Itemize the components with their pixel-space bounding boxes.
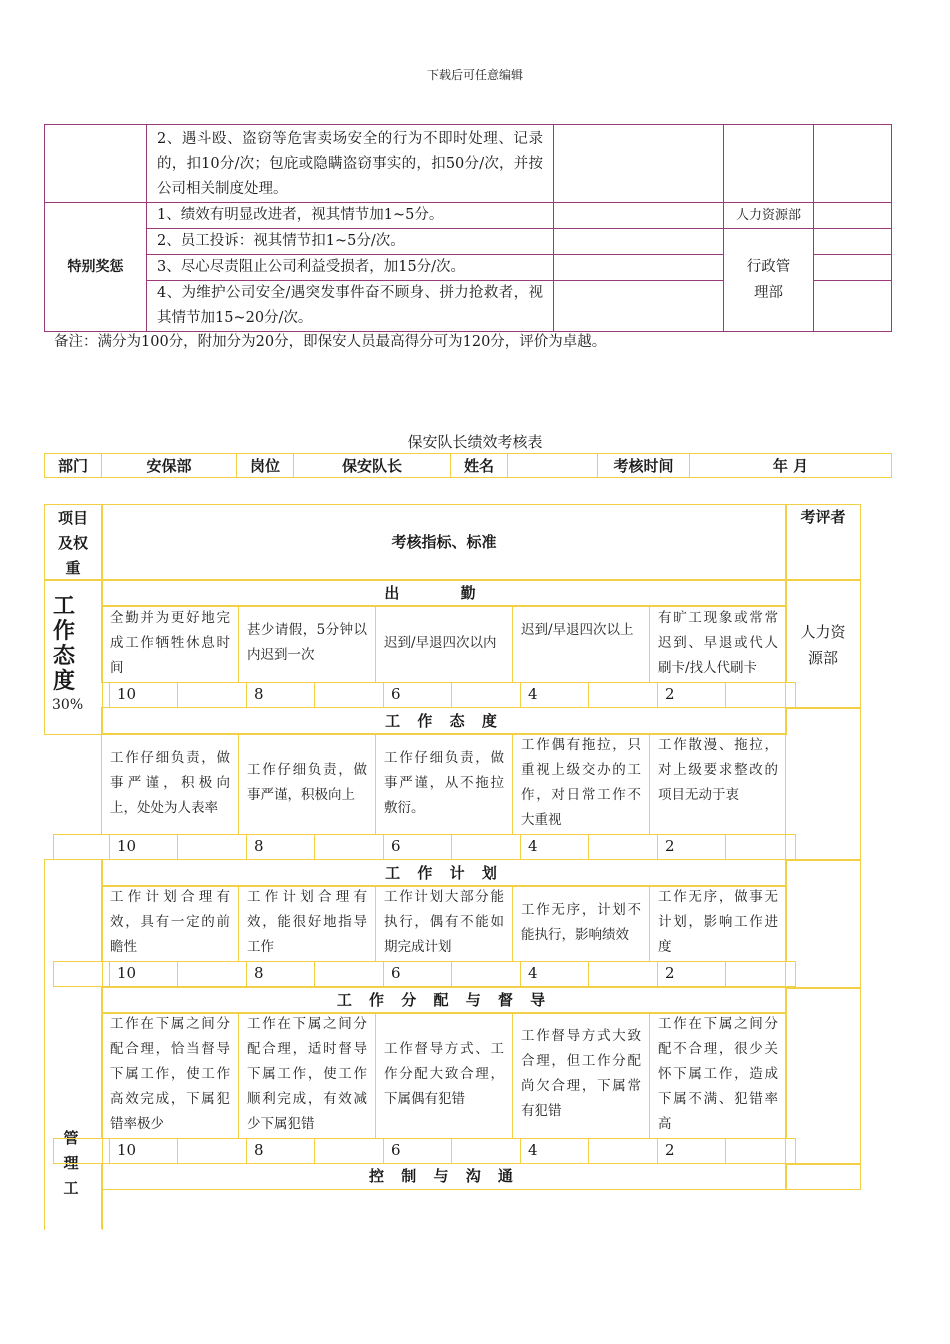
level-desc: 有旷工现象或常常迟到、早退或代人刷卡/找人代刷卡 xyxy=(658,610,778,676)
level-desc: 工作在下属之间分配合理，恰当督导下属工作，使工作高效完成，下属犯错率极少 xyxy=(110,1016,230,1132)
time-value: 年 月 xyxy=(690,454,892,478)
score-value: 10 xyxy=(117,837,137,855)
score-value: 8 xyxy=(254,1141,264,1159)
score-value: 2 xyxy=(665,1141,675,1159)
reward-item: 2、员工投诉：视其情节扣1~5分/次。 xyxy=(147,229,554,255)
level-desc: 工作督导方式、工作分配大致合理，下属偶有犯错 xyxy=(384,1041,504,1107)
download-note: 下载后可任意编辑 xyxy=(426,68,523,82)
time-label: 考核时间 xyxy=(598,454,690,478)
reviewer-hr: 人力资源部 xyxy=(800,623,846,667)
score-value: 4 xyxy=(528,837,538,855)
score-value: 4 xyxy=(528,685,538,703)
form-title: 保安队长绩效考核表 xyxy=(407,433,543,451)
level-desc: 全勤并为更好地完成工作牺牲休息时间 xyxy=(110,610,230,676)
score-value: 6 xyxy=(391,837,401,855)
level-desc: 甚少请假，5分钟以内迟到一次 xyxy=(247,622,367,663)
remark-note: 备注：满分为100分，附加分为20分，即保安人员最高得分可为120分，评价为卓越。 xyxy=(54,334,607,350)
dept-hr: 人力资源部 xyxy=(724,203,814,229)
score-value: 8 xyxy=(254,685,264,703)
item-weight-header: 项目及权重 xyxy=(57,509,88,577)
category-weight: 30% xyxy=(52,697,84,713)
level-desc: 工作无序，做事无计划，影响工作进度 xyxy=(658,889,778,955)
level-desc: 工作在下属之间分配合理，适时督导下属工作，使工作顺利完成，有效减少下属犯错 xyxy=(247,1016,367,1132)
level-desc: 迟到/早退四次以内 xyxy=(384,635,497,651)
level-desc: 工作无序，计划不能执行，影响绩效 xyxy=(521,902,641,943)
dept-label: 部门 xyxy=(45,454,102,478)
score-value: 8 xyxy=(254,964,264,982)
post-label: 岗位 xyxy=(237,454,294,478)
rule-text: 2、遇斗殴、盗窃等危害卖场安全的行为不即时处理、记录的，扣10分/次；包庇或隐瞒盗窃事实的，扣50分/次，并按公司相关制度处理。 xyxy=(147,125,554,203)
score-value: 6 xyxy=(391,1141,401,1159)
reward-item: 3、尽心尽责阻止公司利益受损者，加15分/次。 xyxy=(147,255,554,281)
level-desc: 工作在下属之间分配不合理，很少关怀下属工作，造成下属不满、犯错率高 xyxy=(658,1016,778,1132)
section-title: 工 作 分 配 与 督 导 xyxy=(101,987,787,1014)
category-attitude: 工作态度 xyxy=(52,594,75,694)
level-desc: 工作督导方式大致合理，但工作分配尚欠合理，下属常有犯错 xyxy=(521,1028,641,1119)
level-desc: 迟到/早退四次以上 xyxy=(521,622,634,638)
section-title: 工 作 计 划 xyxy=(101,859,787,887)
reviewer-header: 考评者 xyxy=(800,508,846,526)
score-value: 2 xyxy=(665,685,675,703)
level-desc: 工作计划合理有效，能很好地指导工作 xyxy=(247,889,367,955)
level-desc: 工作仔细负责，做事严谨，积极向上，处处为人表率 xyxy=(110,750,230,816)
category-management: 管理工 xyxy=(63,1129,79,1197)
section-title: 工 作 态 度 xyxy=(101,707,787,735)
score-value: 10 xyxy=(117,685,137,703)
score-value: 10 xyxy=(117,1141,137,1159)
level-desc: 工作偶有拖拉，只重视上级交办的工作，对日常工作不大重视 xyxy=(521,737,641,828)
level-desc: 工作散漫、拖拉，对上级要求整改的项目无动于衷 xyxy=(658,737,778,803)
score-value: 10 xyxy=(117,964,137,982)
level-desc: 工作计划合理有效，具有一定的前瞻性 xyxy=(110,889,230,955)
post-value: 保安队长 xyxy=(294,454,451,478)
reward-item: 4、为维护公司安全/遇突发事件奋不顾身、拼力抢救者，视其情节加15~20分/次。 xyxy=(147,281,554,332)
score-value: 6 xyxy=(391,685,401,703)
score-value: 4 xyxy=(528,1141,538,1159)
section-title: 控 制 与 沟 通 xyxy=(101,1163,787,1190)
level-desc: 工作仔细负责，做事严谨，从不拖拉敷衍。 xyxy=(384,750,504,816)
reward-label: 特别奖惩 xyxy=(45,203,147,332)
level-desc: 工作计划大部分能执行，偶有不能如期完成计划 xyxy=(384,889,504,955)
dept-admin: 行政管理部 xyxy=(724,229,814,332)
criteria-header: 考核指标、标准 xyxy=(101,504,787,581)
score-value: 2 xyxy=(665,837,675,855)
reward-item: 1、绩效有明显改进者，视其情节加1~5分。 xyxy=(147,203,554,229)
score-value: 2 xyxy=(665,964,675,982)
section-title: 出 勤 xyxy=(101,579,787,607)
dept-value: 安保部 xyxy=(102,454,237,478)
level-desc: 工作仔细负责，做事严谨，积极向上 xyxy=(247,762,367,803)
score-value: 4 xyxy=(528,964,538,982)
score-value: 6 xyxy=(391,964,401,982)
score-value: 8 xyxy=(254,837,264,855)
name-label: 姓名 xyxy=(451,454,508,478)
